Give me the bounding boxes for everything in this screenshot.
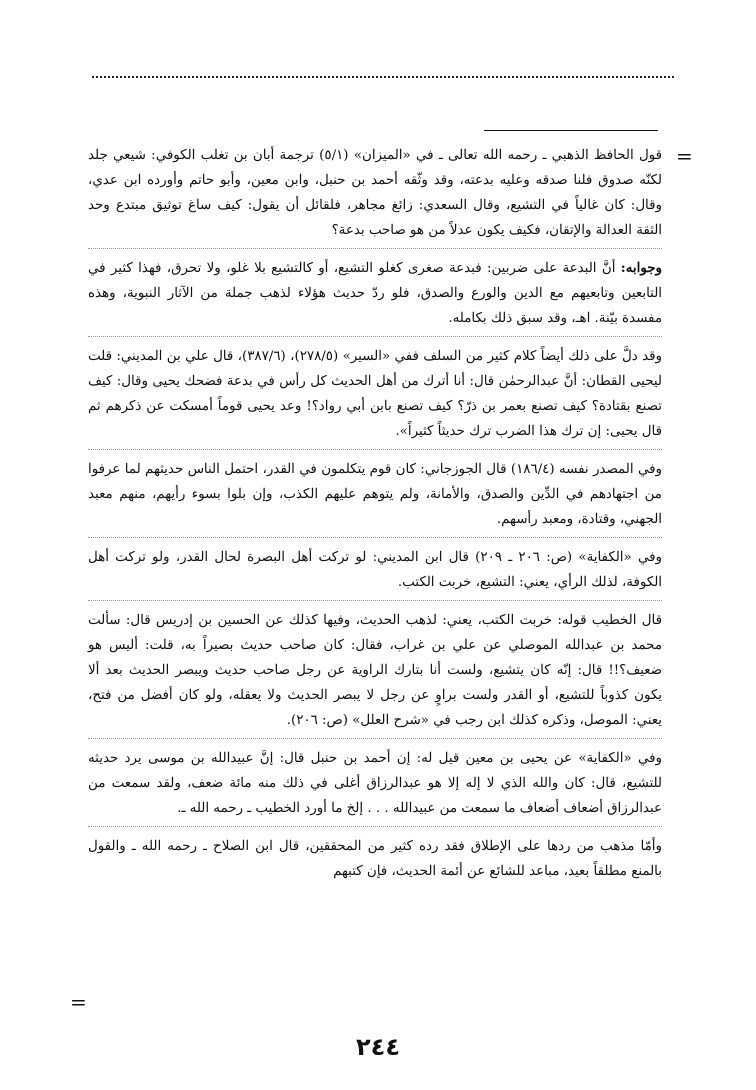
- paragraph-lead: وجوابه:: [620, 260, 662, 276]
- footnote-end-mark: =: [70, 990, 87, 1014]
- paragraph-text: وفي المصدر نفسه (١٨٦/٤) قال الجوزجاني: كان قوم يتكلمون في القدر، احتمل الناس حديثهم لما عرفوا من اجتهادهم في الدِّين والصدق، والأمانة، ولم يتوهم عليهم الكذب، وإن بلوا بسوء رأيهم، منهم معبد الجهني، وقتادة، ومعبد رأسهم.: [88, 462, 662, 527]
- paragraph-text: وقد دلَّ على ذلك أيضاً كلام كثير من السلف ففي «السير» (٢٧٨/٥)، (٣٨٧/٦)، قال علي بن المديني: قلت ليحيى القطان: أنَّ عبدالرحمٰن قال: أنا أترك من أهل الحديث كل رأس في بدعة فضحك يحيى وقال: كيف تصنع بقتادة؟ كيف تصنع بعمر بن ذرّ؟ كيف تصنع بابن أبي رواد؟! وعد يحيى قوماً أمسكت عن ذكرهم ثم قال يحيى: إن ترك هذا الضرب ترك حديثاً كثيراً».: [88, 349, 662, 439]
- page-number: ٢٤٤: [356, 1033, 400, 1061]
- footnote-paragraph: [88, 746, 662, 827]
- footnote-paragraph: [88, 834, 662, 889]
- paragraph-text: وأمّا مذهب من ردها على الإطلاق فقد رده كثير من المحققين، قال ابن الصلاح ـ رحمه الله ـ والقول بالمنع مطلقاً بعيد، مباعد للشائع عن أئمة الحديث، فإن كتبهم: [88, 839, 662, 879]
- footnote-rule: [484, 130, 658, 131]
- footnote-continuation-mark: =: [676, 144, 693, 168]
- footnote-paragraph: [88, 457, 662, 538]
- footnote-paragraph: [88, 344, 662, 450]
- paragraph-text: قال الخطيب قوله: خربت الكتب، يعني: لذهب الحديث، وفيها كذلك عن الحسين بن إدريس قال: سألت محمد بن عبدالله الموصلي عن علي بن غراب، فقال: كان صاحب حديث بصيراً به، قلت: أليس هو ضعيف؟!! قال: إنّه كان يتشيع، ولست أنا بتارك الراوية عن رجل صاحب حديث ويبصر الحديث بعد ألا يكون كذوباً للتشيع، أو القدر ولست براوٍ عن رجل لا يبصر الحديث ولا يعقله، ولو كان أفضل من فتح، يعني: الموصل، وذكره كذلك ابن رجب في «شرح العلل» (ص: ٢٠٦).: [88, 613, 662, 728]
- paragraph-text: أنَّ البدعة على ضربين: فبدعة صغرى كغلو التشيع، أو كالتشيع بلا غلو، ولا تحرق، فهذا كثير في التابعين وتابعيهم مع الدين والورع والصدق، فلو ردّ حديث هؤلاء لذهب جملة من الآثار النبوية، وهذه مفسدة بيّنة. اهـ، وقد سبق ذلك بكامله.: [88, 261, 662, 326]
- paragraph-text: وفي «الكفاية» (ص: ٢٠٦ ـ ٢٠٩) قال ابن المديني: لو تركت أهل البصرة لحال القدر، ولو تركت أهل الكوفة، لذلك الرأي، يعني: التشيع، خربت الكتب.: [88, 550, 662, 590]
- footnote-paragraph: [88, 608, 662, 739]
- footnote-text: [88, 143, 662, 896]
- footnote-paragraph: [88, 143, 662, 249]
- footnote-paragraph: [88, 256, 662, 337]
- paragraph-text: وفي «الكفاية» عن يحيى بن معين قيل له: إن أحمد بن حنبل قال: إنَّ عبيدالله بن موسى يرد حديثه للتشيع، قال: كان والله الذي لا إله إلا هو عبدالرزاق أغلى في ذلك منه مائة ضعف، ولقد سمعت من عبدالرزاق أضعاف أضعاف ما سمعت من عبيدالله . . . إلخ ما أورد الخطيب ـ رحمه الله ـ.: [88, 751, 662, 816]
- paragraph-text: قول الحافظ الذهبي ـ رحمه الله تعالى ـ في «الميزان» (٥/١) ترجمة أبان بن تغلب الكوفي: شيعي جلد لكنّه صدوق فلنا صدقه وعليه بدعته، وقد وثّقه أحمد بن حنبل، وابن معين، وأبو حاتم وأورده ابن عدي، وقال: كان غالياً في التشيع، وقال السعدي: زائغ مجاهر، فلقائل أن يقول: كيف ساغ توثيق مبتدع وحد الثقة العدالة والإتقان، فكيف يكون عدلاً من هو صاحب بدعة؟: [88, 148, 662, 238]
- footnote-paragraph: [88, 545, 662, 601]
- dotted-separator: [92, 76, 674, 78]
